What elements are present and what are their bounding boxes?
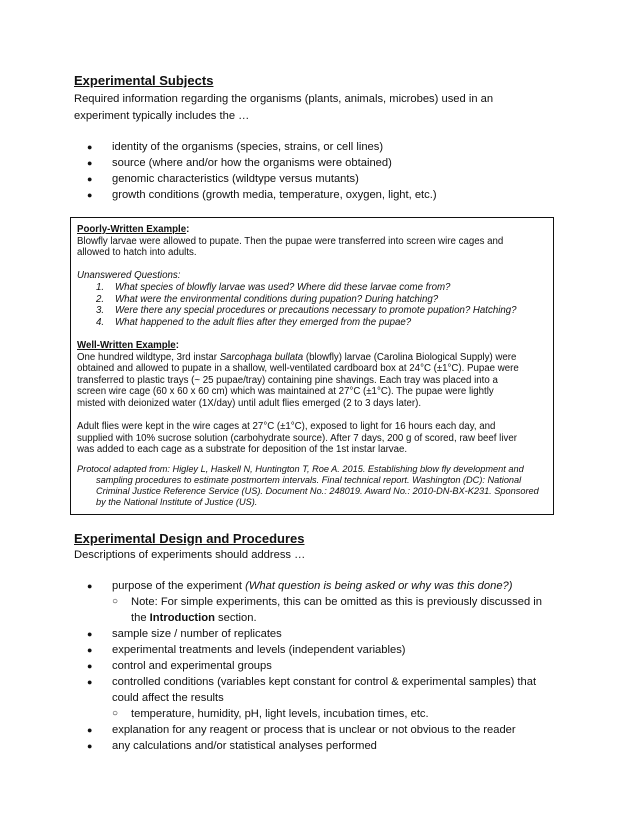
list-item: 3. Were there any special procedures or precautions necessary to promote pupation? Hatching?	[96, 305, 517, 317]
sub-bullet-icon: ○	[112, 595, 119, 607]
list-item: 4. What happened to the adult flies after they emerged from the pupae?	[96, 316, 412, 328]
well-example-heading: Well-Written Example	[77, 339, 176, 351]
design-intro: Descriptions of experiments should address …	[74, 548, 306, 561]
citation-line-4: by the National Institute of Justice (US).	[96, 497, 258, 508]
bullet-icon: ●	[87, 660, 93, 671]
list-item: ● genomic characteristics (wildtype versus mutants)	[87, 173, 359, 185]
section-heading-design: Experimental Design and Procedures	[74, 530, 305, 546]
list-item: ○ Note: For simple experiments, this can be omitted as this is previously discussed in the Introduction section.	[112, 595, 543, 624]
list-item: ● explanation for any reagent or process that is unclear or not obvious to the reader	[87, 723, 516, 736]
list-item: ● any calculations and/or statistical analyses performed	[87, 739, 377, 752]
poor-example-heading-line: Poorly-Written Example:	[77, 224, 190, 235]
document-page	[74, 72, 558, 754]
bullet-icon: ●	[87, 644, 93, 655]
list-item: ● sample size / number of replicates	[87, 627, 282, 640]
bullet-icon: ●	[87, 740, 93, 751]
bullet-icon: ●	[87, 190, 93, 200]
adult-flies-line-3: was added to each cage as a substrate for deposition of the 1st instar larvae.	[77, 444, 408, 456]
citation-line-3: Criminal Justice Reference Service (US). Document No.: 248019. Award No.: 2010-DN-BX-K231. Sponsored	[96, 486, 539, 497]
poor-example-line-2: allowed to hatch into adults.	[77, 247, 197, 259]
citation	[77, 464, 547, 509]
sub-list-container	[74, 706, 558, 722]
well-example-line-5: misted with deionized water (1X/day) until adult flies emerged (2 to 3 days later).	[77, 397, 422, 409]
list-item: ● experimental treatments and levels (independent variables)	[87, 643, 406, 656]
list-item: ● source (where and/or how the organisms were obtained)	[87, 157, 392, 169]
species-name: Sarcophaga bullata	[219, 351, 304, 363]
question-list	[77, 282, 547, 328]
subjects-intro-line-1: Required information regarding the organisms (plants, animals, microbes) used in an	[74, 93, 494, 105]
well-example-line-1: One hundred wildtype, 3rd instar Sarcophaga bullata (blowfly) larvae (Carolina Biological Supply) were	[77, 351, 517, 363]
poor-example-line-1: Blowfly larvae were allowed to pupate. Then the pupae were transferred into screen wire cages and	[77, 235, 504, 247]
list-item: 2. What were the environmental conditions during pupation? During hatching?	[96, 293, 439, 305]
list-item: ○ temperature, humidity, pH, light levels, incubation times, etc.	[112, 707, 429, 720]
list-item: ● purpose of the experiment (What question is being asked or why was this done?)	[87, 579, 513, 592]
list-item: ● growth conditions (growth media, temperature, oxygen, light, etc.)	[87, 189, 437, 201]
well-example-line-3: transferred to plastic trays (~ 25 pupae/tray) containing pine shavings. Each tray was placed into a	[77, 374, 498, 386]
bullet-icon: ●	[87, 158, 93, 168]
well-example-line-2: obtained and allowed to pupate in a shallow, well-ventilated cardboard box at 24°C (±1°C). Pupae were	[77, 363, 519, 375]
well-example-line-4: screen wire cage (60 x 60 x 60 cm) which was maintained at 27°C (±1°C). The pupae were lightly	[77, 386, 494, 398]
bullet-icon: ●	[87, 724, 93, 735]
list-item: ● controlled conditions (variables kept constant for control & experimental samples) that could affect the results	[87, 675, 537, 704]
bullet-icon: ●	[87, 174, 93, 184]
section-heading-subjects: Experimental Subjects	[74, 73, 214, 88]
list-item: 1. What species of blowfly larvae was used? Where did these larvae come from?	[96, 281, 451, 293]
bullet-icon: ●	[87, 628, 93, 639]
sub-bullet-icon: ○	[112, 707, 119, 719]
adult-flies-line-1: Adult flies were kept in the wire cages at 27°C (±1°C), exposed to light for 16 hours each day, and	[77, 421, 496, 433]
design-bullet-list	[74, 578, 558, 754]
example-box	[70, 217, 554, 515]
sub-list-container	[74, 594, 558, 626]
subjects-bullet-list	[74, 139, 558, 203]
list-item: ● identity of the organisms (species, strains, or cell lines)	[87, 141, 384, 153]
bullet-icon: ●	[87, 142, 93, 152]
bullet-icon: ●	[87, 580, 93, 591]
well-example-heading-line: Well-Written Example:	[77, 339, 179, 351]
subjects-intro-line-2: experiment typically includes the …	[74, 110, 250, 122]
adult-flies-line-2: supplied with 10% sucrose solution (carbohydrate source). After 7 days, 200 g of scored, raw beef liver	[77, 432, 517, 444]
bullet-icon: ●	[87, 676, 93, 687]
citation-line-1: Protocol adapted from: Higley L, Haskell N, Huntington T, Roe A. 2015. Establishing blow fly development and	[77, 463, 524, 474]
poor-example-heading: Poorly-Written Example	[77, 224, 187, 235]
list-item: ● control and experimental groups	[87, 659, 272, 672]
citation-line-2: sampling procedures to estimate postmortem intervals. Final technical report. Washington (DC): National	[96, 475, 522, 486]
unanswered-heading: Unanswered Questions:	[77, 270, 181, 282]
